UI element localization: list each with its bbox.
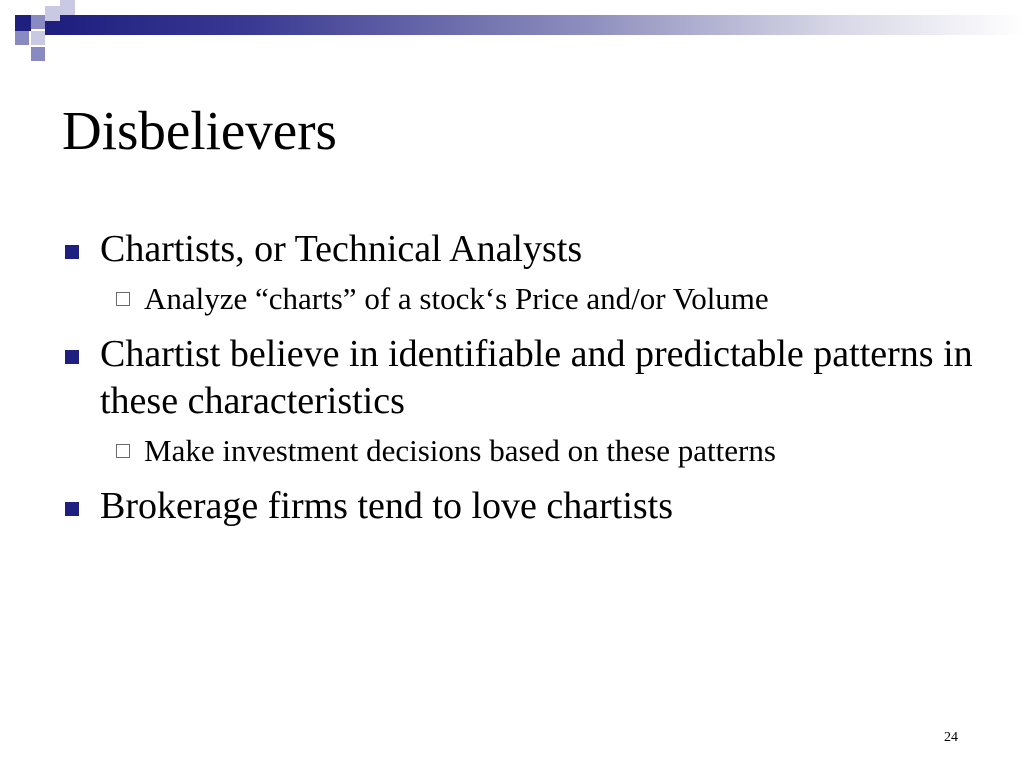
slide-body xyxy=(62,226,982,540)
square-bullet-icon xyxy=(65,502,79,516)
decor-square xyxy=(45,6,60,21)
bullet-item xyxy=(62,331,982,425)
sub-bullet-text: Analyze “charts” of a stock‘s Price and/or Volume xyxy=(144,281,769,316)
decor-square xyxy=(31,15,45,29)
header-gradient-bar xyxy=(60,15,1024,35)
decor-square xyxy=(31,31,45,45)
square-bullet-icon xyxy=(65,245,79,259)
decor-square xyxy=(45,21,60,35)
bullet-text: Chartist believe in identifiable and predictable patterns in these characteristics xyxy=(100,333,973,422)
sub-bullet-item xyxy=(62,431,982,471)
hollow-square-bullet-icon xyxy=(116,292,130,306)
square-bullet-icon xyxy=(65,350,79,364)
decor-square xyxy=(60,0,75,15)
hollow-square-bullet-icon xyxy=(116,444,130,458)
bullet-text: Chartists, or Technical Analysts xyxy=(100,228,583,270)
decor-square xyxy=(15,15,31,31)
bullet-text: Brokerage firms tend to love chartists xyxy=(100,485,674,527)
decor-square xyxy=(31,47,45,61)
sub-bullet-item xyxy=(62,279,982,319)
slide-title: Disbelievers xyxy=(62,100,337,161)
header-decoration xyxy=(0,0,1024,62)
decor-square xyxy=(15,31,29,45)
page-number: 24 xyxy=(944,730,958,745)
bullet-item xyxy=(62,226,982,273)
sub-bullet-text: Make investment decisions based on these patterns xyxy=(144,433,776,468)
bullet-item xyxy=(62,483,982,530)
